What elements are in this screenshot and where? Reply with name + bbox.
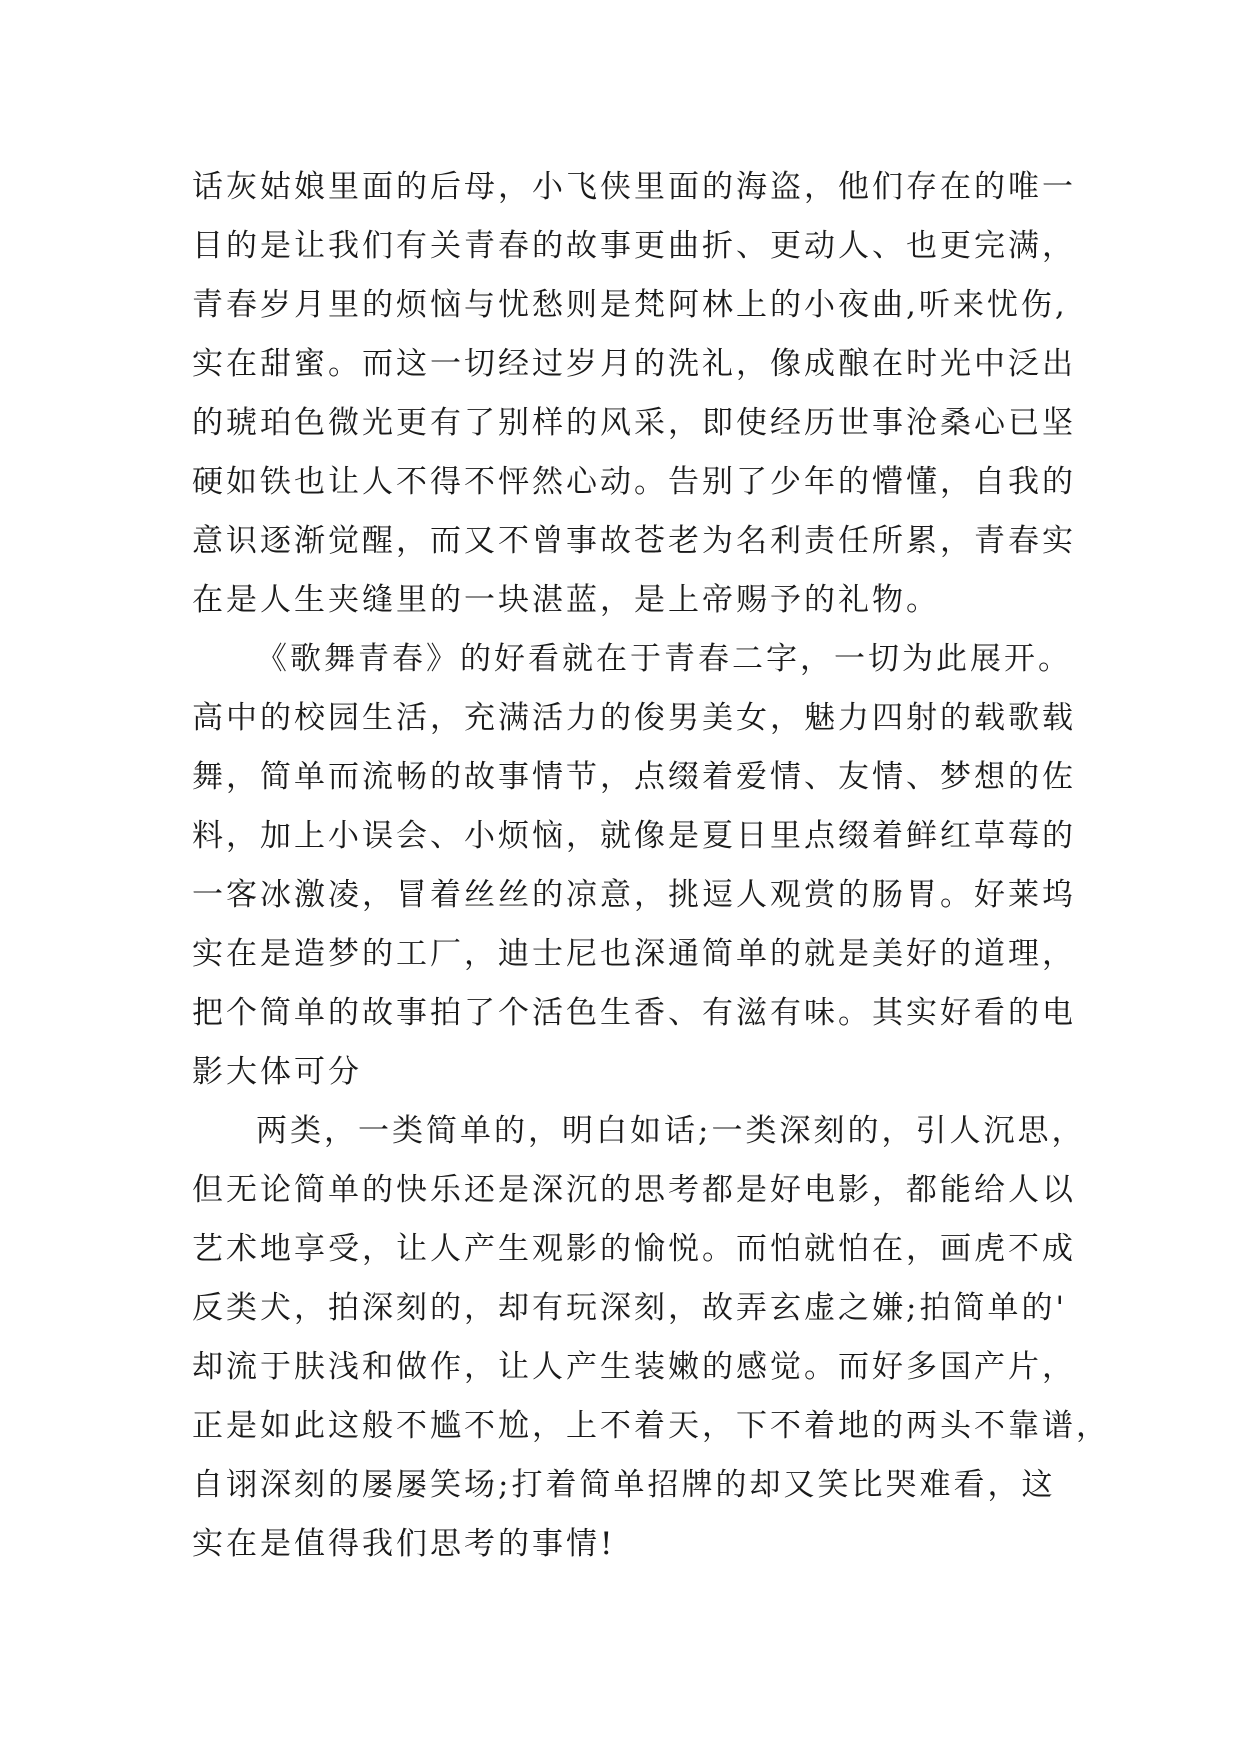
text-line: 正是如此这般不尴不尬，上不着天，下不着地的两头不靠谱， xyxy=(192,1408,1110,1444)
text-line: 的琥珀色微光更有了别样的风采，即使经历世事沧桑心已坚 xyxy=(192,405,1076,441)
text-line: 但无论简单的快乐还是深沉的思考都是好电影，都能给人以 xyxy=(192,1172,1076,1208)
text-line: 青春岁月里的烦恼与忧愁则是梵阿林上的小夜曲,听来忧伤, xyxy=(192,287,1068,323)
text-line: 料，加上小误会、小烦恼，就像是夏日里点缀着鲜红草莓的 xyxy=(192,818,1076,854)
text-line: 影大体可分 xyxy=(192,1054,362,1090)
text-line: 舞，简单而流畅的故事情节，点缀着爱情、友情、梦想的佐 xyxy=(192,759,1076,795)
text-line: 硬如铁也让人不得不怦然心动。告别了少年的懵懂，自我的 xyxy=(192,464,1076,500)
text-line: 目的是让我们有关青春的故事更曲折、更动人、也更完满， xyxy=(192,228,1076,264)
text-line: 把个简单的故事拍了个活色生香、有滋有味。其实好看的电 xyxy=(192,995,1076,1031)
text-line: 话灰姑娘里面的后母，小飞侠里面的海盗，他们存在的唯一 xyxy=(192,169,1076,205)
text-line: 在是人生夹缝里的一块湛蓝，是上帝赐予的礼物。 xyxy=(192,582,940,618)
paragraph-first-line: 《歌舞青春》的好看就在于青春二字，一切为此展开。 xyxy=(256,641,1072,677)
text-line: 实在甜蜜。而这一切经过岁月的洗礼，像成酿在时光中泛出 xyxy=(192,346,1076,382)
text-line: 实在是值得我们思考的事情! xyxy=(192,1526,616,1562)
paragraph-first-line: 两类，一类简单的，明白如话;一类深刻的，引人沉思， xyxy=(256,1113,1086,1149)
text-line: 却流于肤浅和做作，让人产生装嫩的感觉。而好多国产片， xyxy=(192,1349,1076,1385)
text-line: 意识逐渐觉醒，而又不曾事故苍老为名利责任所累，青春实 xyxy=(192,523,1076,559)
text-line: 艺术地享受，让人产生观影的愉悦。而怕就怕在，画虎不成 xyxy=(192,1231,1076,1267)
text-line: 一客冰激凌，冒着丝丝的凉意，挑逗人观赏的肠胃。好莱坞 xyxy=(192,877,1076,913)
text-line: 实在是造梦的工厂，迪士尼也深通简单的就是美好的道理， xyxy=(192,936,1076,972)
text-line: 自诩深刻的屡屡笑场;打着简单招牌的却又笑比哭难看，这 xyxy=(192,1467,1056,1503)
body-text xyxy=(192,158,1110,1574)
text-line: 高中的校园生活，充满活力的俊男美女，魅力四射的载歌载 xyxy=(192,700,1076,736)
text-line: 反类犬，拍深刻的，却有玩深刻，故弄玄虚之嫌;拍简单的' xyxy=(192,1290,1067,1326)
